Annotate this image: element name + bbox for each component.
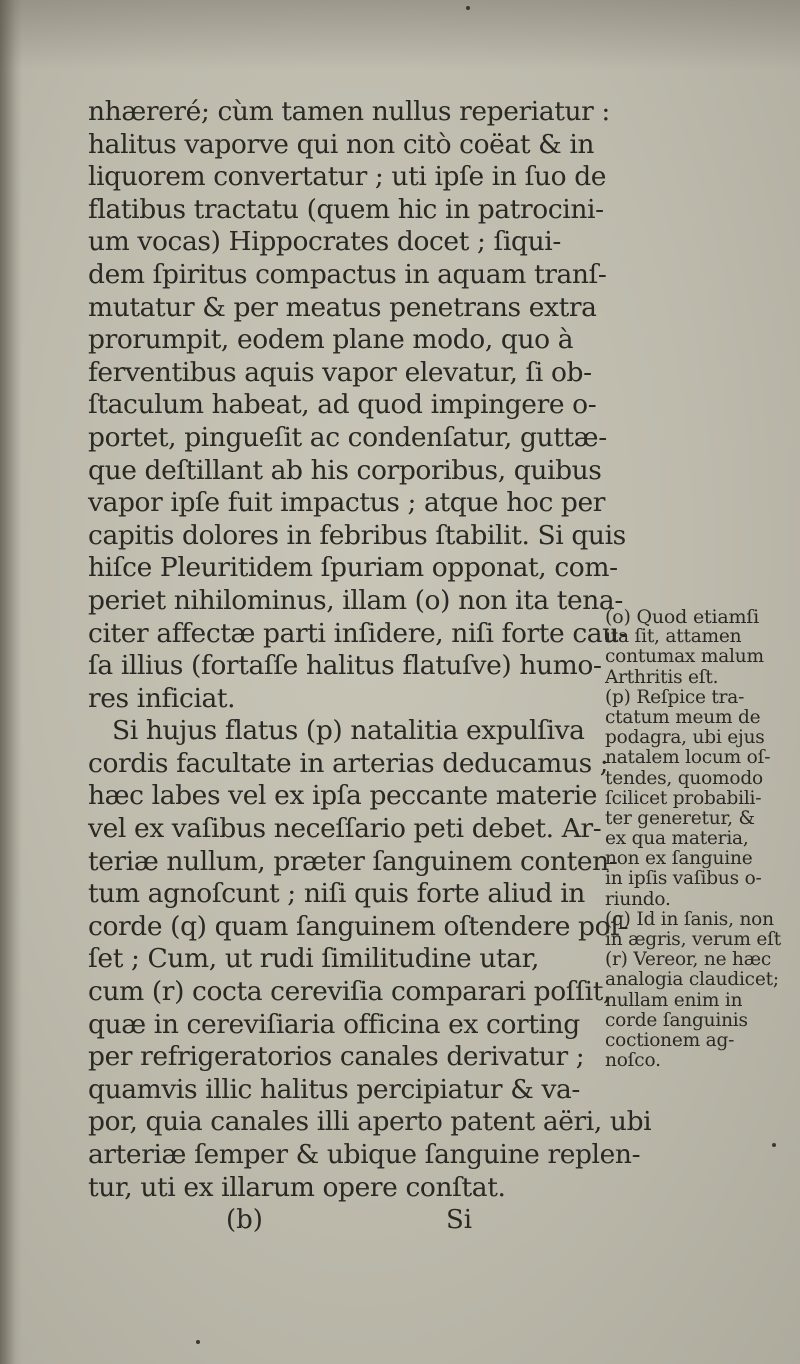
margin-note-line: ter generetur, & — [605, 807, 755, 829]
text-line: flatibus tractatu (quem hic in patrocini- — [88, 193, 604, 225]
margin-note-line: nullam enim in — [605, 989, 743, 1011]
text-line: ſa illius (fortaſſe halitus flatuſve) humo- — [88, 650, 602, 682]
ink-speck — [196, 1340, 200, 1344]
catchword-line — [88, 1204, 604, 1236]
text-line: tur, uti ex illarum opere conſtat. — [88, 1171, 506, 1203]
text-line: citer affectæ parti inſidere, niſi forte cau- — [88, 617, 628, 649]
text-line: que deſtillant ab his corporibus, quibus — [88, 454, 602, 486]
text-line: prorumpit, eodem plane modo, quo à — [88, 324, 574, 356]
margin-note-line: Arthritis eſt. — [605, 666, 719, 688]
text-line: hæc labes vel ex ipſa peccante materie — [88, 780, 598, 812]
text-line: vel ex vaſibus neceſſario peti debet. Ar- — [88, 813, 602, 845]
text-line: ferventibus aquis vapor elevatur, ſi ob- — [88, 356, 592, 388]
text-line: quæ in cereviſiaria officina ex corting — [88, 1008, 580, 1040]
ink-speck — [772, 1143, 776, 1147]
text-line: corde (q) quam ſanguinem oſtendere poſ- — [88, 910, 629, 942]
text-line: res inficiat. — [88, 682, 236, 714]
margin-note-line: non ex ſanguine — [605, 848, 753, 870]
text-line: cordis facultate in arterias deducamus ; — [88, 747, 609, 779]
ink-speck — [466, 6, 470, 10]
text-line: por, quia canales illi aperto patent aëri, ubi — [88, 1106, 652, 1138]
text-line: ſtaculum habeat, ad quod impingere o- — [88, 389, 597, 421]
text-line: capitis dolores in febribus ſtabilit. Si quis — [88, 519, 626, 551]
margin-note-line: riundo. — [605, 888, 671, 910]
text-line: nhæreré; cùm tamen nullus reperiatur : — [88, 96, 610, 127]
text-line: tum agnoſcunt ; niſi quis forte aliud in — [88, 878, 585, 910]
margin-note-line: tendes, quomodo — [605, 767, 763, 789]
margin-note-line: corde ſanguinis — [605, 1009, 748, 1031]
text-line: periet nihilominus, illam (o) non ita tena- — [88, 584, 623, 616]
text-line: hiſce Pleuritidem ſpuriam opponat, com- — [88, 552, 618, 584]
margin-note-line: coctionem ag- — [605, 1029, 735, 1051]
margin-note-line: (q) Id in ſanis, non — [605, 908, 774, 930]
text-line: teriæ nullum, præter ſanguinem conten- — [88, 845, 618, 877]
signature-label: (b) — [226, 1205, 263, 1236]
text-line: mutatur & per meatus penetrans extra — [88, 291, 597, 323]
margin-note-line: ſcilicet probabili- — [605, 787, 762, 809]
text-line: cum (r) cocta cereviſia comparari poſſit, — [88, 976, 611, 1008]
margin-note-line: in ipſis vaſibus o- — [605, 868, 762, 890]
margin-note-line: natalem locum oſ- — [605, 747, 771, 769]
page-gutter — [0, 0, 22, 1364]
text-line: portet, pingueſit ac condenſatur, guttæ- — [88, 421, 607, 453]
margin-note-line: (p) Reſpice tra- — [605, 686, 745, 708]
margin-note-line: (r) Vereor, ne hæc — [605, 949, 772, 971]
margin-note-line: analogia claudicet; — [605, 969, 779, 991]
text-line: liquorem convertatur ; uti ipſe in ſuo de — [88, 161, 607, 193]
margin-note-line: ita ſit, attamen — [605, 626, 742, 648]
text-line: um vocas) Hippocrates docet ; ſiqui- — [88, 226, 561, 258]
margin-note-line: podagra, ubi ejus — [605, 727, 765, 749]
margin-note-line: contumax malum — [605, 646, 764, 668]
margin-note-line: ctatum meum de — [605, 706, 761, 728]
margin-note-line: ex qua materia, — [605, 828, 749, 850]
text-line: Si hujus flatus (p) natalitia expulſiva — [112, 715, 585, 747]
text-line: dem ſpiritus compactus in aquam tranſ- — [88, 258, 607, 290]
text-line: arteriæ ſemper & ubique ſanguine replen- — [88, 1139, 641, 1170]
page-top-shadow — [0, 0, 800, 70]
text-line: quamvis illic halitus percipiatur & va- — [88, 1073, 580, 1105]
text-line: per refrigeratorios canales derivatur ; — [88, 1041, 585, 1073]
text-line: vapor ipſe fuit impactus ; atque hoc per — [88, 487, 606, 519]
text-line: halitus vaporve qui non citò coëat & in — [88, 128, 595, 160]
margin-note-line: (o) Quod etiamſi — [605, 606, 759, 628]
margin-note-line: noſco. — [605, 1050, 661, 1072]
margin-note-line: in ægris, verum eſt — [605, 929, 781, 950]
catchword: Si — [446, 1205, 473, 1236]
margin-notes — [605, 607, 785, 1071]
text-line: ſet ; Cum, ut rudi ſimilitudine utar, — [88, 943, 540, 975]
